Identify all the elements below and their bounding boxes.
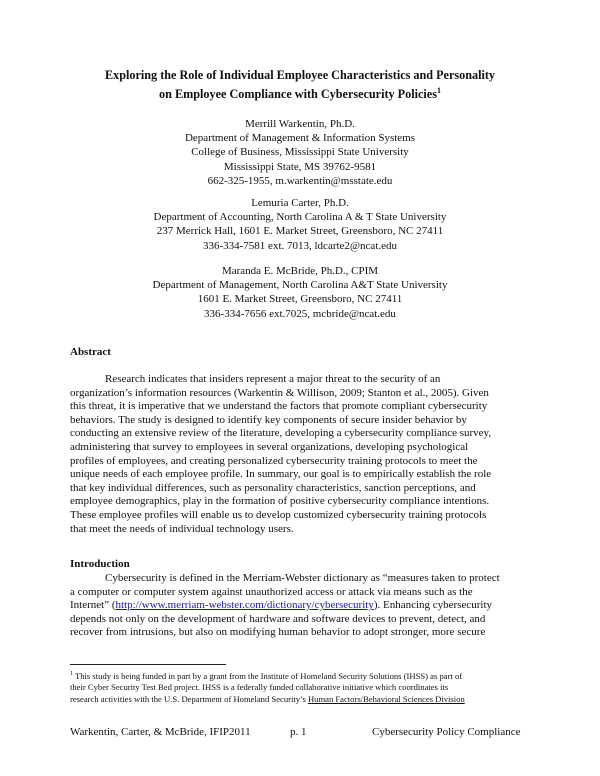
abstract-line: organization’s information resources (Warkentin & Willison, 2009; Stanton et al., 2005). Given — [70, 386, 489, 399]
running-footer-authors: Warkentin, Carter, & McBride, IFIP2011 — [70, 726, 251, 738]
introduction-line: depends not only on the development of hardware and software devices to prevent, detect, and — [70, 612, 486, 625]
title-line-2-text: on Employee Compliance with Cybersecurity Policies — [159, 87, 437, 102]
running-footer-title: Cybersecurity Policy Compliance — [372, 726, 521, 738]
introduction-text: ). Enhancing cybersecurity — [373, 599, 493, 612]
introduction-line: Cybersecurity is defined in the Merriam-Webster dictionary as “measures taken to protect — [105, 572, 500, 584]
author-address-line: 1601 E. Market Street, Greensboro, NC 27411 — [197, 293, 403, 306]
author-block-1 — [60, 117, 540, 188]
title-line-1: Exploring the Role of Individual Employee Characteristics and Personality — [105, 68, 495, 82]
abstract-line: administering that survey to employees in several organizations, developing psychological — [70, 440, 469, 453]
page-number: p. 1 — [290, 726, 307, 738]
introduction-text: Internet” ( — [70, 599, 116, 612]
author-affiliation-line: Department of Management & Information Systems — [184, 132, 416, 145]
footnote-separator — [70, 664, 226, 665]
abstract-line: profiles of employees, and creating personalized cybersecurity training protocols to meet the — [70, 454, 478, 467]
paper-title — [60, 67, 540, 102]
author-affiliation-line: College of Business, Mississippi State University — [191, 146, 409, 159]
introduction-heading: Introduction — [70, 558, 130, 570]
author-contact-line: 336-334-7656 ext.7025, mcbride@ncat.edu — [204, 307, 396, 320]
footnote-mark: 1 — [70, 671, 73, 677]
footnote-underlined-text: Human Factors/Behavioral Sciences Division — [307, 694, 465, 705]
abstract-line: that key individual differences, such as personality characteristics, sanction perceptions, and — [70, 481, 476, 494]
abstract-line: this threat, it is imperative that we understand the factors that promote compliant cybersecurity — [70, 400, 488, 413]
author-name: Merrill Warkentin, Ph.D. — [245, 118, 355, 130]
author-address-line: Mississippi State, MS 39762-9581 — [223, 160, 377, 173]
abstract-line: that meet the needs of individual technology users. — [70, 522, 294, 535]
abstract-line: conducting an extensive review of the literature, developing a cybersecurity compliance survey, — [70, 427, 492, 440]
author-block-2 — [60, 196, 540, 253]
author-contact-line: 662-325-1955, m.warkentin@msstate.edu — [207, 174, 393, 187]
introduction-body — [70, 572, 540, 640]
abstract-line: These employee profiles will enable us to develop customized cybersecurity training protocols — [70, 508, 487, 521]
author-name: Lemuria Carter, Ph.D. — [251, 197, 349, 209]
introduction-line: recover from intrusions, but also on modifying human behavior to adopt stronger, more secure — [70, 626, 486, 639]
abstract-line: Research indicates that insiders represent a major threat to the security of an — [105, 373, 441, 385]
introduction-line: a computer or computer system against unauthorized access or attack via means such as the — [70, 585, 473, 598]
abstract-line: unique needs of each employee profile. In summary, our goal is to empirically establish the role — [70, 468, 492, 481]
abstract-line: employee demographics, play in the formation of positive cybersecurity compliance intentions. — [70, 495, 490, 508]
footnote-line: their Cyber Security Test Bed project. IHSS is a federally funded collaborative initiative which coordinates its — [70, 682, 449, 693]
author-contact-line: 336-334-7581 ext. 7013, ldcarte2@ncat.edu — [202, 239, 398, 252]
footnote-text: This study is being funded in part by a grant from the Institute of Homeland Security Solutions (IHSS) as part of — [73, 670, 463, 681]
introduction-line — [70, 599, 540, 613]
author-affiliation-line: Department of Accounting, North Carolina A & T State University — [153, 211, 447, 224]
merriam-webster-link[interactable]: http://www.merriam-webster.com/dictionary/cybersecurity — [115, 599, 374, 612]
footnote-line — [70, 669, 540, 682]
author-affiliation-line: Department of Management, North Carolina A&T State University — [152, 279, 448, 292]
abstract-line: behaviors. The study is designed to identify key components of secure insider behavior by — [70, 413, 467, 426]
title-line-2 — [60, 83, 540, 102]
abstract-heading: Abstract — [70, 346, 111, 358]
author-address-line: 237 Merrick Hall, 1601 E. Market Street, Greensboro, NC 27411 — [156, 225, 444, 238]
abstract-body — [70, 373, 540, 536]
footnote-line — [70, 694, 540, 706]
title-footnote-mark: 1 — [436, 86, 441, 95]
author-name: Maranda E. McBride, Ph.D., CPIM — [221, 265, 379, 277]
footnote-text: research activities with the U.S. Department of Homeland Security’s — [70, 694, 308, 705]
author-block-3 — [60, 264, 540, 321]
footnote — [70, 669, 540, 706]
